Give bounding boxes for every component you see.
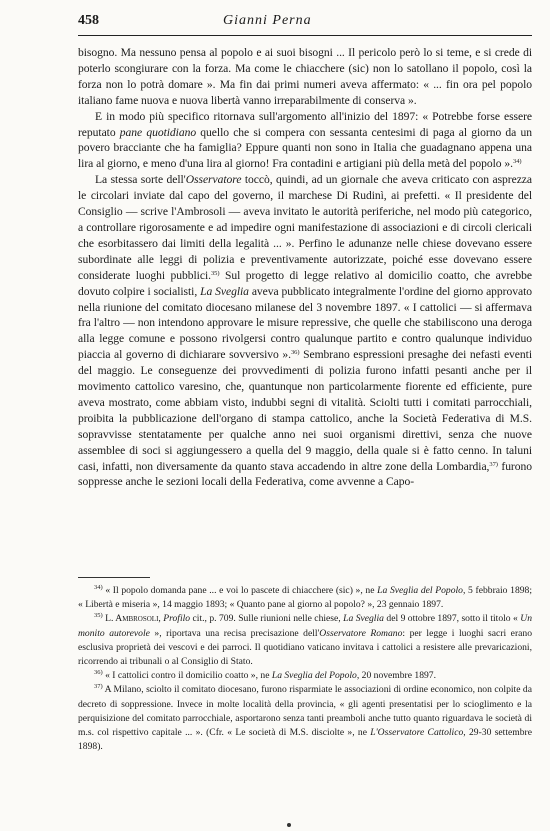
paragraph-1: bisogno. Ma nessuno pensa al popolo e ai suoi bisogni ... Il pericolo però lo si teme, e si crede di poterlo scongiurare con la forza. Ma come le chiacchere (sic) non lo satollano il popolo, così la forza non lo potrà domare ». Ma fin dai primi numeri aveva affermato: « ... fin ora pel popolo italiano fame nuova e nuova libertà vanno irreparabilmente di conserva ».: [78, 46, 532, 107]
footnote-ref-34[interactable]: 34): [513, 158, 522, 166]
footnote-37: $^{37)}$ A Milano, sciolto il comitato diocesano, furono risparmiate le associazioni di ordine economico, non colpite da decreto di soppressione. Invece in molte località della provincia, « gli agenti presentatisi per lo scioglimento e la perquisizione del comitato parrocchiale, asportarono senza tanti preamboli anche tutto quanto riguardava le società di m.s. col rispettivo capitale ... ». (Cfr. « Le società di M.S. disciolte », ne L'Osservatore Cattolico, 29-30 settembre 1898).: [78, 683, 532, 753]
footnote-35: $^{35)}$ L. Ambrosoli, Profilo cit., p. 709. Sulle riunioni nelle chiese, La Sveglia del 9 ottobre 1897, sotto il titolo « Un monito autorevole », riportava una recisa precisazione dell'Osservatore Romano: per legge i luoghi sacri erano esclusiva proprietà dei vescovi e dei parroci. Il quotidiano vaticano invitava i cattolici a resistere alle prevaricazioni, ricorrendo ai tribunali o al Consiglio di Stato.: [78, 612, 533, 668]
footnote-34: $^{34)}$ « Il popolo domanda pane ... e voi lo pascete di chiacchere (sic) », ne La Sveglia del Popolo, 5 febbraio 1898; « Libertà e miseria », 14 maggio 1893; « Quanto pane al giorno al popolo? », 23 gennaio 1897.: [78, 584, 533, 611]
footnote-ref-36[interactable]: 36): [290, 349, 300, 357]
page-number: 458: [78, 13, 99, 28]
running-title: Gianni Perna: [223, 13, 312, 28]
footnote-ref-37[interactable]: 37): [489, 460, 498, 468]
footnote-separator: [78, 577, 150, 578]
paragraph-3: La stessa sorte dell'Osservatore toccò, quindi, ad un giornale che aveva criticato con asprezza le circolari inviate dal capo del governo, il marchese Di Rudinì, ai prefetti. « Il presidente del Consiglio — scrive l'Ambrosoli — aveva invitato le autorità periferiche, nel modo più categorico, a controllare rigorosamente e ad impedire ogni manifestazione di associazioni e di circoli clericali che esorbitassero dai limiti della legalità ... ». Perfino le adunanze nelle chiese dovevano essere subordinate alle leggi di polizia e preventivamente autorizzate, poiché esse dovevano essere considerate luoghi pubblici.$^{35)}$ Sul progetto di legge relativo al domicilio coatto, che avrebbe dovuto colpire i socialisti, La Sveglia aveva pubblicato integralmente l'ordine del giorno approvato nella riunione del comitato diocesano milanese del 3 novembre 1897. « I cattolici — si affermava fra l'altro — non intendono approvare le misure repressive, che quelle che stabiliscono una deroga alla legge comune e possono rivolgersi contro qualunque partito e contro qualunque individuo piaccia al governo di dichiarare sovversivo ».$^{36)}$ Sembrano espressioni presaghe dei nefasti eventi del maggio. Le conseguenze dei provvedimenti di polizia furono infatti pesanti anche per il movimento cattolico varesino, che, quantunque non particolarmente fiorente ed efficiente, pure aveva mostrato, come abbiam visto, indubbi segni di vitalità. Sciolti tutti i comitati parrocchiali, proibita la pubblicazione dell'organo di stampa cattolico, anche la Società Federativa di M.S. sopravvisse stentatamente per qualche anno nei suoi organismi direttivi, senza che nuove assemblee di soci si aggiungessero a quella del 9 maggio, della quale si è fatto cenno. In taluni casi, infatti, non diversamente da quanto stava accadendo in altre zone della Lombardia,$^{37)}$ furono soppresse anche le sezioni locali della Federativa, come avvenne a Capo-: [78, 173, 532, 489]
paragraph-2: E in modo più specifico ritornava sull'argomento all'inizio del 1897: « Potrebbe forse essere reputato pane quotidiano quello che si compera con sessanta centesimi di paga al giorno da un povero bracciante che ha famiglia? Eppure quanti non sono in Italia che guadagnano appena una lira al giorno, e meno d'una lira al giorno! Fra contadini e artigiani più della metà del popolo ».$^{34)}$: [78, 109, 532, 171]
footnote-36: $^{36)}$ « I cattolici contro il domicilio coatto », ne La Sveglia del Popolo, 20 novembre 1897.: [94, 669, 436, 682]
main-text: [78, 45, 532, 490]
bottom-mark: [287, 823, 291, 827]
footnotes: [78, 584, 532, 754]
footnote-ref-35[interactable]: 35): [210, 269, 220, 277]
page-header: [78, 13, 532, 36]
